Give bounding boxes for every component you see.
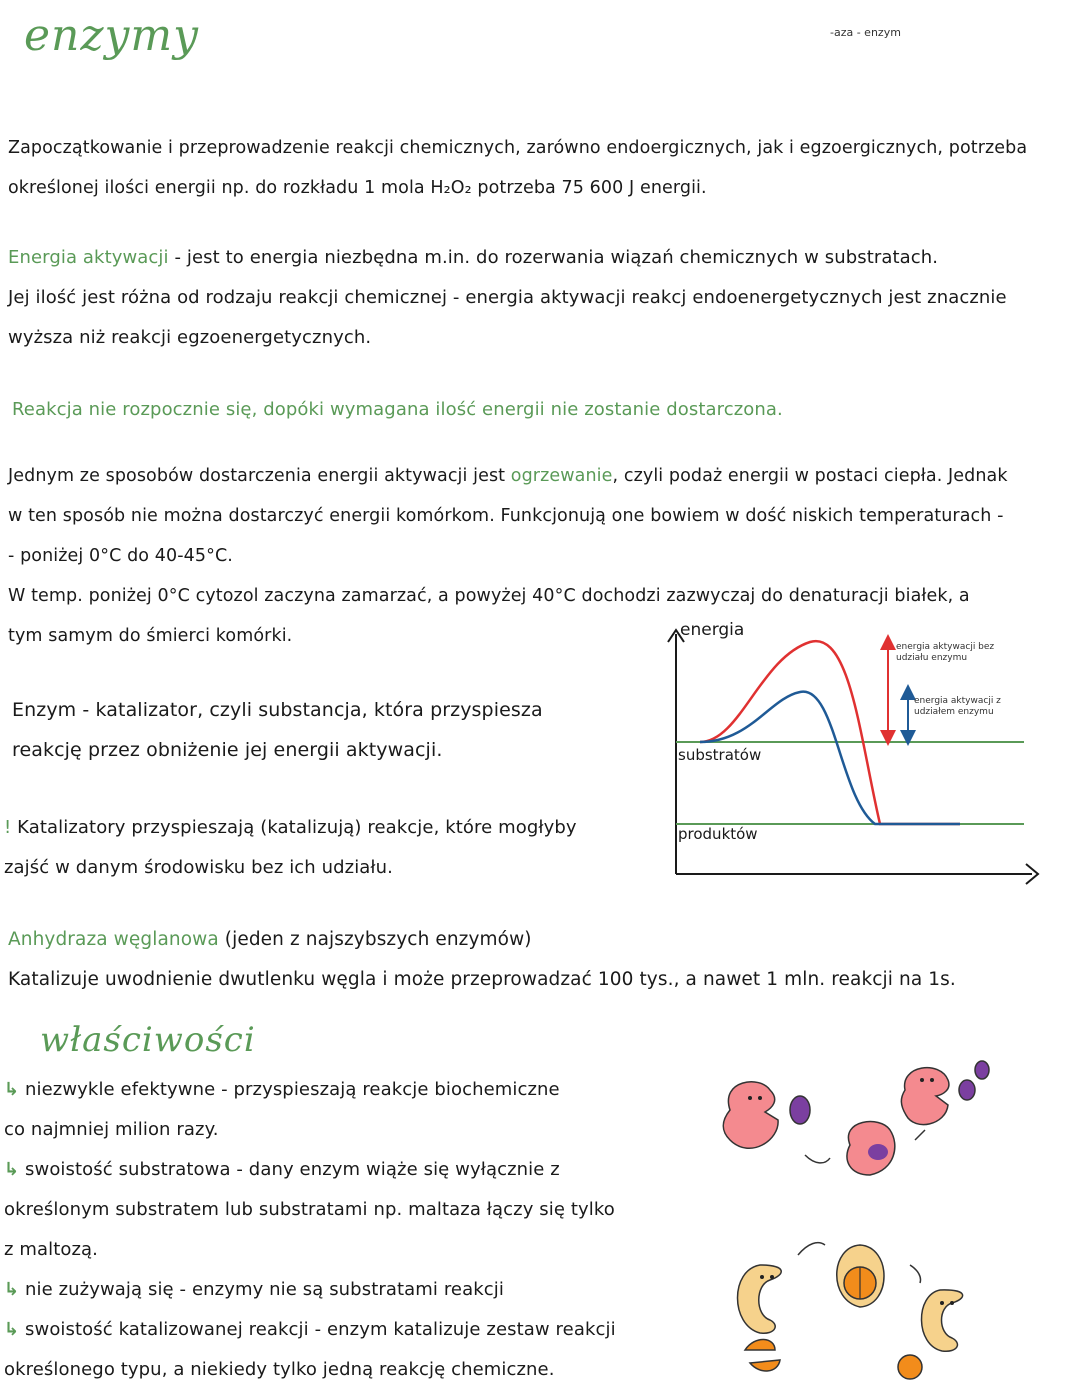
y-axis-label: energia [680, 620, 745, 640]
catalysts-note [4, 808, 654, 888]
substrates-label: substratów [678, 746, 762, 764]
yellow-enzyme-bound-icon [837, 1245, 884, 1307]
activation-line-2: Jej ilość jest różna od rodzaju reakcji chemicznej - energia aktywacji reakcj endoenergetycznych jest znacznie [8, 287, 1007, 308]
product-half-icon [750, 1360, 780, 1371]
heating-line-1: Jednym ze sposobów dostarczenia energii aktywacji jest ogrzewanie, czyli podaż energii w postaci ciepła. Jednak [8, 466, 1008, 486]
intro-line-2: określonej ilości energii np. do rozkładu 1 mola H₂O₂ potrzeba 75 600 J energii. [8, 178, 707, 198]
property-4-line-1: ↳ swoistość katalizowanej reakcji - enzym katalizuje zestaw reakcji [4, 1319, 616, 1340]
pink-enzyme-bound-icon [847, 1122, 895, 1175]
pink-enzyme-icon [723, 1082, 778, 1148]
arrow-icon [910, 1265, 921, 1283]
anhydrase-paragraph [8, 920, 1078, 1000]
enzyme-definition [12, 690, 652, 770]
catalysts-line-2: zajść w danym środowisku bez ich udziału. [4, 857, 393, 878]
product-icon [898, 1355, 922, 1379]
arrow-icon [798, 1243, 825, 1255]
exclamation-icon: ! [4, 817, 12, 838]
arrow-icon [805, 1155, 830, 1163]
pink-enzyme-release-icon [901, 1068, 949, 1125]
page-title: enzymy [24, 10, 199, 61]
activation-line-3: wyższa niż reakcji egzoenergetycznych. [8, 327, 372, 348]
yellow-enzyme-illustration [720, 1225, 1020, 1385]
annotation-without-enzyme: energia aktywacji bez udziału enzymu [896, 642, 995, 663]
arrow-icon [915, 1130, 925, 1140]
heating-line-3: - poniżej 0°C do 40-45°C. [8, 546, 233, 566]
bullet-arrow-icon: ↳ [4, 1159, 20, 1180]
substrate-icon [790, 1096, 810, 1124]
properties-title: właściwości [40, 1020, 256, 1060]
products-label: produktów [678, 825, 758, 843]
bullet-arrow-icon: ↳ [4, 1279, 20, 1300]
yellow-enzyme-icon [738, 1265, 782, 1333]
intro-line-1: Zapoczątkowanie i przeprowadzenie reakcji chemicznych, zarówno endoergicznych, jak i egzoergicznych, potrzeba [8, 138, 1028, 158]
anhydrase-term: Anhydraza węglanowa [8, 929, 219, 950]
heating-line-2: w ten sposób nie można dostarczyć energii komórkom. Funkcjonują one bowiem w dość niskich temperaturach - [8, 506, 1004, 526]
yellow-enzyme-free-icon [921, 1290, 962, 1351]
anhydrase-line-1: Anhydraza węglanowa (jeden z najszybszych enzymów) [8, 929, 532, 950]
catalysts-line-1: ! Katalizatory przyspieszają (katalizują) reakcje, które mogłyby [4, 817, 577, 838]
anhydrase-line-2: Katalizuje uwodnienie dwutlenku węgla i może przeprowadzać 100 tys., a nawet 1 mln. reakcji na 1s. [8, 969, 956, 990]
property-2-line-1: ↳ swoistość substratowa - dany enzym wiąże się wyłącznie z [4, 1159, 560, 1180]
property-3-line-1: ↳ nie zużywają się - enzymy nie są substratami reakcji [4, 1279, 504, 1300]
bullet-arrow-icon: ↳ [4, 1079, 20, 1100]
highlight-sentence: Reakcja nie rozpocznie się, dopóki wymagana ilość energii nie zostanie dostarczona. [12, 399, 783, 420]
bullet-arrow-icon: ↳ [4, 1319, 20, 1340]
properties-list [4, 1070, 734, 1390]
pink-enzyme-illustration [710, 1050, 1010, 1200]
product-half-icon [745, 1339, 775, 1350]
heating-line-5: tym samym do śmierci komórki. [8, 626, 293, 646]
intro-paragraph [8, 128, 1078, 208]
activation-line-1: Energia aktywacji - jest to energia niezbędna m.in. do rozerwania wiązań chemicznych w substratach. [8, 247, 939, 268]
property-1-line-2: co najmniej milion razy. [4, 1119, 219, 1140]
corner-note: -aza - enzym [830, 26, 901, 39]
property-2-line-2: określonym substratem lub substratami np. maltaza łączy się tylko [4, 1199, 615, 1220]
property-4-line-2: określonego typu, a niekiedy tylko jedną reakcję chemiczne. [4, 1359, 555, 1380]
activation-term: Energia aktywacji [8, 247, 169, 268]
property-1-line-1: ↳ niezwykle efektywne - przyspieszają reakcje biochemiczne [4, 1079, 560, 1100]
product-icon [975, 1061, 989, 1079]
enzyme-def-line-1: Enzym - katalizator, czyli substancja, która przyspiesza [12, 699, 543, 721]
activation-paragraph [8, 238, 1078, 358]
enzyme-def-line-2: reakcję przez obniżenie jej energii aktywacji. [12, 739, 443, 761]
heating-term: ogrzewanie [510, 466, 613, 486]
property-2-line-3: z maltozą. [4, 1239, 99, 1260]
annotation-with-enzyme: energia aktywacji z udziałem enzymu [914, 696, 1001, 717]
product-icon [959, 1080, 975, 1100]
heating-line-4: W temp. poniżej 0°C cytozol zaczyna zamarzać, a powyżej 40°C dochodzi zazwyczaj do denaturacji białek, a [8, 586, 970, 606]
